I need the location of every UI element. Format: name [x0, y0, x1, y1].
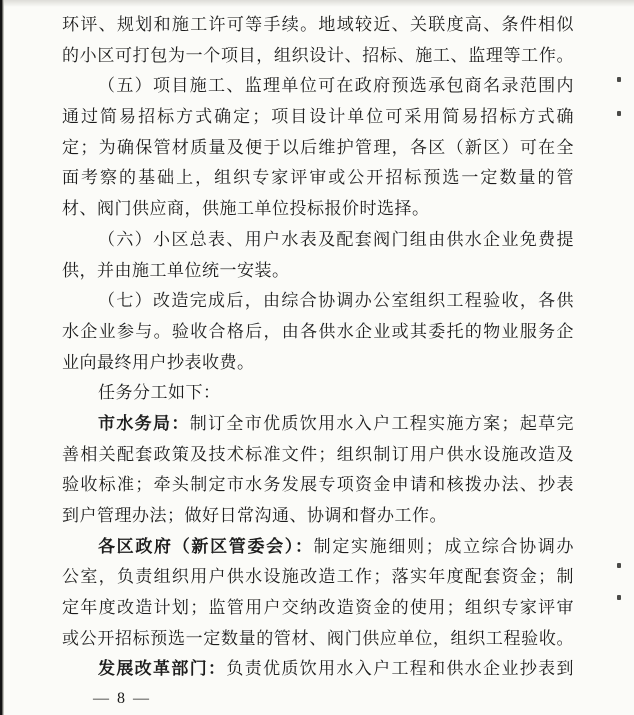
- text-line: 定；为确保管材质量及便于以后维护管理，各区（新区）可在全: [62, 137, 574, 157]
- text-line: 任务分工如下：: [98, 383, 221, 403]
- section-label: 市水务局：: [98, 413, 190, 433]
- section-label: 各区政府（新区管委会）：: [98, 536, 314, 556]
- scan-binding-edge: [0, 0, 4, 715]
- text-line: 各区政府（新区管委会）：制定实施细则；成立综合协调办: [98, 536, 575, 556]
- text-line: （六）小区总表、用户水表及配套阀门组由供水企业免费提: [98, 229, 574, 249]
- section-label: 发展改革部门：: [98, 659, 227, 679]
- text-line: 到户管理办法；做好日常沟通、协调和督办工作。: [62, 506, 447, 525]
- text-line: 的小区可打包为一个项目，组织设计、招标、施工、监理等工作。: [62, 45, 574, 65]
- text-line: 公室，负责组织用户供水设施改造工作；落实年度配套资金；制: [62, 567, 574, 587]
- text-line: 材、阀门供应商，供施工单位投标报价时选择。: [62, 199, 430, 219]
- text-line: 定年度改造计划；监管用户交纳改造资金的使用；组织专家评审: [62, 598, 574, 618]
- text-line: 善相关配套政策及技术标准文件；组织制订用户供水设施改造及: [62, 444, 574, 464]
- document-lines: [62, 10, 574, 685]
- text-line: 水企业参与。验收合格后，由各供水企业或其委托的物业服务企: [62, 321, 574, 341]
- text-line: 通过简易招标方式确定；项目设计单位可采用简易招标方式确: [62, 107, 574, 127]
- scan-speckle: [617, 77, 621, 82]
- text-line: 市水务局：制订全市优质饮用水入户工程实施方案；起草完: [98, 413, 575, 433]
- text-line: 面考察的基础上，组织专家评审或公开招标预选一定数量的管: [62, 168, 574, 188]
- text-line: 验收标准；牵头制定市水务发展专项资金申请和核拨办法、抄表: [62, 475, 574, 495]
- scan-speckle: [617, 595, 621, 600]
- text-line: 环评、规划和施工许可等手续。地域较近、关联度高、条件相似: [62, 15, 574, 34]
- scan-speckle: [617, 563, 621, 568]
- scan-speckle: [617, 111, 621, 116]
- text-line: 供，并由施工单位统一安装。: [62, 260, 290, 280]
- text-line: （七）改造完成后，由综合协调办公室组织工程验收，各供: [98, 291, 574, 311]
- text-line: （五）项目施工、监理单位可在政府预选承包商名录范围内: [98, 76, 574, 96]
- text-line: 或公开招标预选一定数量的管材、阀门供应单位，组织工程验收。: [62, 628, 574, 648]
- text-line: 发展改革部门：负责优质饮用水入户工程和供水企业抄表到: [98, 659, 575, 679]
- scan-top-shadow: [0, 0, 634, 7]
- text-line: 业向最终用户抄表收费。: [62, 352, 255, 372]
- page-number: — 8 —: [93, 690, 151, 707]
